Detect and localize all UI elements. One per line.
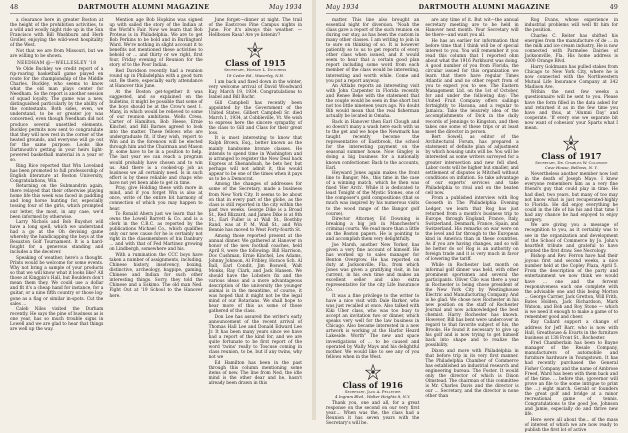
- paragraph: Speaking of weather, here's a thought. Prints would be welcome for some events. Why not bring a sample of your products so that we will know what it looks like? All those at Kingpin's Hall, but Boulders don't mean them they. We could use a dollar and fit it's a cheap hand for instance, for a guitar, or a nine fifth country or those log-gone as a flag or similar in-spots. Cut the sales ...: [10, 256, 104, 307]
- paragraph: Returning on the Submandrin again, there relayed that their otherwise playing home life this week was faced in paddling and long horse hunting for, especially tossing four of the girls, which prompted our letter, the most, in any case, we'd been informed by otherwise.: [10, 184, 104, 220]
- paragraph: Ye Olde Buckley we credit report of a rip-roaring basketball game played en route for the championship of the Middle Charles. Buckley, who seems to know what the old man plays center for Needham. So the report is another session of squad loyalty. The game was a new, distinguished particularly by the ability of the contestants. Both sides, even, we understand, to be or greater joy was concerned, even though Needham did not produce several unsettled elements. Buckley permits now sent to congratulate that they will now rest in the corner of the heated grounds, and everyone will go out for the same purpose. Looks like Dartmouth's getting in your heirs light-powered basketball material in a year or so.: [10, 67, 104, 163]
- paragraph: Red Davidson recently had a reunion round up in Philadelphia with a good turn out. Be there, especially early attendance at Hanover this June.: [109, 69, 203, 90]
- paragraph: Here were all about the... of the mass of interest of which we are now ready to publish the first lot of active: [524, 417, 618, 433]
- paragraph: Not that we are from Missouri, but we are willing to be shown.: [10, 48, 104, 59]
- paragraph: Among those reported present at the annual dinner. We gathered at Hanover in honor of the new football coaches, held April 8, were the following: Bill Harrison, Doc Cushman, Ernie Kinchel, Les Adams, Johnny Johnson, Al Fribley, Horace Sch. Al Ball, Earl Condit, Jim Boswell, Walt Monks, Ray Clark, and Jack Hansen. We should have the Lobsters fix and the various ideas and a more advantageous description of the university the younger animal is in the meantime, of course, it was hoped that it might not be the legal mind of our Rotarians. We shall hope to hear more of this as some of those gathered of the class.: [208, 233, 302, 315]
- paragraph: Charles C. Reiter has shifted his energies from the manufacture of de ... in the milk and ice cream industry. He is now connected with Parmelee Dairies of Jacksonville, Fla. His home address is 2000 Orange Blvd.: [524, 33, 618, 64]
- paragraph: Dixon and more with Philadelphia in that before trip in its very first manner. The Philadelphia Chamber of Commerce has established an industrial research and engineering bureau. The Foster. It would only the director of which is Dixon Olmstead. The chairman of this committee is Mr. Charles Davis and the director is our ... Secretary, and the director is none other than: [425, 349, 519, 400]
- page-number: 49: [609, 4, 618, 11]
- paragraph: Among the changes of addresses for some of the Secretary, made a business from New York City. It seems to be about on that in every part of the globe, as the class is still reported in the city within the past two weeks. George Dike is a Broad St., Red Blizzard, and James Dike is at 8th St., Earl Fuller is at Wall St., Boothby Rand, was at P. M. Wall St., and Win Bennie has moved to West Forty-fourth St.: [208, 182, 302, 233]
- left-columns: [10, 18, 302, 418]
- paragraph: He has an earlier for information that before time that I think will be of special interest to you. You will remember it you read this column that I reported ohm about what the 1916 Parkhurst was doing. A good number of you from Florida, the circular issued for this organization we learn that there have regular Times Atlantic and and no other report from of you to expect you to see. The Eastern Management Ltd. on the 1st of October, for and under the following day: The United Fruit Company offers sailings fortnightly to Havana, and a regular to Jamaica. Take the leisurely idea of the accomplishments of Dick in the daily records of Jennings to Kingston, and then takes one some of these trips or at least meet the director in person.: [425, 38, 519, 135]
- paragraph: Thank you, one and all, for a great response on the second on our very first year.... When was the, the class had a Reunion it has seven years with the Secretary's will be.: [326, 401, 420, 427]
- paragraph: are any time of it. But wit—the annual secretary meeting are to be held in Hanover next month. Your Secretary will be there—and want you all.: [425, 18, 519, 39]
- class-heading: Class of 1916: [342, 379, 403, 390]
- paragraph: Ed Hamilton has been in the past through this column mentioning some items of new. The line from Ned, the idle mind is the other dear and he, hasn't already been drawn in this: [208, 360, 302, 387]
- left-column-1: [10, 18, 103, 418]
- right-column-2: [425, 18, 518, 418]
- paragraph: Director Attorney Ed Downing is breaking a big job in Manchester's criminal courts. We read more than a little on the Boston papers. He is pointing to and accomplish them very delightfully.: [326, 217, 420, 243]
- paragraph: Mention age Bob Hopkins was signed up with sailed the story of the Indian at the World's Fair. Now we learn that Bob Proteus is in Philadelphia. We are to get Bob Perkins to be bold and in Burlington! Ward. We're nothing in slight account it to benefits not mentioned these activities to behold or ... and thirty or we right, first four, Friday evening of Reunion for the story of to the Poor Indian.: [109, 18, 203, 69]
- class-secretary: Secretary, Horace L. Dutchess: [224, 67, 287, 73]
- class-ornament-icon: [209, 41, 302, 59]
- paragraph: An Altlabs reports an interesting visit with John Carpenter in Florida recently and Renee Beke with the statement that the couple would be seen in fine short but not too little nineteen years ago. No doubt Bib would mean that the real fisherman actually be located in Omaha.: [326, 84, 420, 120]
- right-page: [316, 0, 628, 433]
- page-number: 48: [10, 4, 19, 11]
- issue-date: May 1934: [269, 4, 302, 11]
- paragraph: Ring Rice reported that Win Loveland has been promoted to full professorship of English literature at Boston University, Congratulations, Win.: [10, 163, 104, 184]
- magazine-title: DARTMOUTH ALUMNI MAGAZINE: [78, 4, 210, 11]
- paragraph: Don Lee has assured the writer's early announcement of the recent arrival of Thomas Hall Lee and Donald Edward Lee Jr. It has been many years since we have had a report of the kind for, and we are quite fortunate to be first report of the word 'twins' really to Toscuse coming in class reunion, to be, but if any twins, why not we: [208, 314, 302, 361]
- secretary-address: 4 Ingram Blvd., Walter Heights 8, N.Y.: [334, 394, 411, 400]
- paragraph: Within the next few weeks a questionnaire will be sent to you. Please have the form filled in the data asked for and returned it as in the few time you have and thus, at 'Alumni Day' and cooperate. 'If every one we separate bit now want of cohesion' your Sparts what I mean.: [524, 90, 618, 131]
- magazine-title: DARTMOUTH ALUMNI MAGAZINE: [418, 4, 550, 11]
- class-heading: Class of 1915: [225, 58, 286, 69]
- paragraph: While in Rochester last month on informal golf dinner was held, with other prominent sportsmen and several the participants. Oliver Clio was there a year in Rochester is being chose president of the New York City by Westinghouse Electric and Manufacturing Company. And is he glad. We chose now Rochester in his new position on the staff of Rochester Journal and now acknowledged the best chemist. Harry Rochester has known. However, Bill has bent were undercover in regard to that favorite subject of his, the Brooks. He found it necessary to give up his golf and is now trying to get himself back into shape and to realize the possibility.: [425, 262, 519, 349]
- paragraph: Caleb Niles visited the Durham recently. He says the pine of business as is one year, has so much trouble signs in Lowell and we are glad to hear that things are well up the way.: [10, 307, 104, 333]
- class-secretary: Secretary, Jack A. Pelletier: [344, 388, 401, 394]
- paragraph: To Ronald Ahern just we learn that he owns the Lowell Barrett & Co. and is a clerk in the C.B.C. as reported by the publications Michael Co., which qualifies only our new cause for he is certainly not right in the classmembers of his Danbury ... and with that of Fed Martinez growing on Lindbergh, somewhere and his.: [109, 212, 203, 253]
- right-column-3: [524, 18, 618, 433]
- paragraph: From a published interview with Rog Gooseth in The Philadelphia Evening Ledger, we learn that Rog has just returned from a month's business trip to Europe, through England, France, Italy, Switzerland, Denmark, France, Spain, and Switzerland. His remarks on war were on the level and far through to the European kind in America than in these countries. As if you are having changes, and so will be better do so! Rog is an authority on foreign trade and it is very much in favor of lowering the tariff.: [425, 196, 519, 262]
- paragraph: Fred Chamberlain has been to Bayne manager of the Resale Company, manufacturers of automobile and furniture hardware in Youngstown. It has had recently purchased the General Fisher Company and the name of Ambrose Freed, Ward has been with them back and of the time. ... before this, (governor will prove an file to the some intrigue to print the ...) eight march. Gerald or founders the great golf and bridge at a minor recreational game of tennis. Congratulations to the good Joe, Johnson and Jamie, especially do and thrive new life.: [524, 341, 618, 417]
- left-page: [0, 0, 312, 420]
- right-column-1: [326, 18, 420, 427]
- paragraph: I am back and fixed down in the winter, very welcome arrival of David Woodward Kay, March 19, 1934. Congratulations to Isabel and Bill Bachr.: [208, 79, 302, 100]
- left-column-3: [209, 18, 302, 418]
- paragraph: matter. This line also brought an essential night for diversion. 'Noah the class gave a report of the such reunion on during our stay, as has been the custom in many other classes. I am writing to join in to sure on thinking of so. It is however patiently so to us to get reports of every other class when issued, and it would seem to hear that a certain good plan report including some word from each member of the class would be interesting, interesting and worth while. Come and you put a report anyway.: [326, 18, 420, 84]
- page-header: [10, 4, 302, 14]
- class-heading: Class of 1917: [541, 150, 602, 161]
- paragraph: Bishop and Rev. Ferron have had their joyous first and second weeks, a nice number held at the Copley Plaza, April 5. From the description of the party and entertainment we now think we would have ... one and the fervent responsiveness each one complete with the advisable one and this being Morton ... George Carrier, Jack Gretton, Will Frith, Bates Holden, Jack Richardson, Mark Watson, and Bob and Roy Stone — which is we need it enough to make a game of to remember good and cheer.: [524, 254, 618, 320]
- section-heading: NEEDHAM @—WELLESLEY '18: [17, 60, 97, 66]
- paragraph: Pray, give Holding these with more in mind, and if you forget Win is also at once, write of the entire bit harmony of connection of which you may happen to hear.: [109, 186, 203, 212]
- paragraph: Larry Nichols and Bob Buyshot will have a long spell, which we understand had a go at the Oh devising game whereby the handicapping the boys at the Resaxton Golf Tournament. It is a hard-fought for a generous standing and includes a the deceiver.: [10, 220, 104, 256]
- page-header: [326, 4, 618, 14]
- class-secretary: Secretary, Dr. Charles W. Colgrove: [535, 159, 608, 165]
- left-column-2: [109, 18, 202, 418]
- paragraph: Back in Hanover then Earl Clough and so doesn't many a wash here each with us to the get and we hope the Newmark has taught recently become the representative of Eastbrook, the school for the interesting payment on the seasonal summer house. Now Gingley is doing a big business for a nationally known confectioner. Back to the accounts, Earl.: [326, 120, 420, 171]
- paragraph: Rog Evans, whose experience in industrial problems will well fit him for the position.: [524, 18, 618, 34]
- paragraph: At the Boston get-together it was suggested, and so explained on the bulletins, it might be possible that some of the boys should be at the Crow's nest 1. Many, in which would be relieved to some of our reunion ambitions. Wells Cress, Carter of Hamilton, Bob Heese, Ernie Kinchel, and Bill Barnes agreed to look into the matter. These fellows who are undergraduate fit, if they wish, report to Win and in the forenoon will be elected through him and the Chairman and Mason Jr. some have to be in a position to help. The last year we can reach a program would probably have chosen and to win us. And there is a cooked-up job as business we all certainly need. Is in such effort is by these reliable and chaps who have not yet been able to get in time.: [109, 89, 203, 186]
- class-ornament-icon: [326, 363, 419, 381]
- paragraph: With a rumination the CCC boys have taken a number of assignments, including, Chinese history, insolvency, boxing, distinctive, archeology, bagpipe, gaming, Chinese and Indian for such other interesting things. Sorry, they told the Chinese and a Eskimo. The old man Ned. Fight Out at '19 School to the Hanover here.: [109, 253, 203, 299]
- paragraph: Nevertheless another member now lost in the death of Joseph Mayo. I know everyone remembers him as a very fine friend's guy that could play in time. He had died, two years, but many of too may not know what is just recuperated-highly to Florida. He did enjoy everything he could in the life of his his and that time I had any chance he had enjoyed to enjoy surgery.: [524, 172, 618, 223]
- paragraph: June forget—dinner at night. The trail of the Eastcross Pine Campus nights in June. For it's always this weather. — Hellboxes Rasa! Are ye listenin'?: [208, 18, 302, 39]
- paragraph: Ray Callard support a change of address for Jeff Barr, who is now with Hall, Greathouse & Evarts in the furniture business at 138 Front St., Rochester.: [524, 320, 618, 341]
- paragraph: Joe Marsh, another New Yorker, has given a very fine account of himself. He has worked up to sales manager for Benton Overgrow. He has reported on duty at Jacksonville, Fla., from which Jones was given a gratifying visit, in his current, in his own time and makes an excellent seller and also extra representative for the city Life Insurance Co.: [326, 243, 420, 294]
- paragraph: a clearance here in greater Boston at the height of the prohibition activities, to a wild and woolly night ride up in the Sun Francisco with Bill Washburn and Herb Groller, enjoying the wild-west hospitality of the West.: [10, 18, 104, 49]
- paragraph: Gill Campbell has recently been appointed by the Government of the United States. Gilbert Campbell Sr. died March 1, 1934, at Cobbleville, Vt. We wish to express here the sincere sympathy of the class to Gill and Class for their great loss.: [208, 100, 302, 136]
- paragraph: Harry Goldmann has pulled stakes from Chicago to New York City, where he is now connected with the Northwestern Mutual Life Insurance Company at 342 Madison Ave.: [524, 64, 618, 90]
- paragraph: It is most interesting to know that Ralph Brown, Esq., better known as the mainly handsome bronze classes. He intends to spend time in Washington and is arranged to register the New Deal back Express at Shenandoah, he bets her, but perhaps will not admit it, this would appear to be one of the times when it pays us to be a Democrat.: [208, 136, 302, 182]
- class-ornament-icon: [525, 134, 618, 152]
- secretary-address: 18 Cedar Rd., Waverley, N.H.: [226, 72, 285, 78]
- paragraph: Bert Sowell, as editor of the Architectural Forum, has prepared a statement of definite plan of adjustment by which housing units will be. You will be interested as some writers surveyed for a greater intersection and new fell shed. Labor costs will be higher but smaller, and settlement of disputes is Mitchell without conditions on inflation. So take advantage of our experts' services and take Philadelphia to rival and on the beaten cell now.: [425, 135, 519, 196]
- paragraph: Heyward Jones again makes the front line to Bangor, Me., this time in the case of a winning match, which he then was fixed 'Her Arch'. While it is dedicated to least Tonight of the Mystic Stones, one of the composer's gold compositions (that so much was inspired by his numerous visits to the wood range of the Bangor golf course).: [326, 171, 420, 217]
- paragraph: It was a fine privilege to the writer to have a nice visit with Dale Barker, who was just recalled at once. Also talked with Kiki Uber class, who was too busy to accept an invitation two or dinner, which speaks very well for the law business in Chicago. Also became interested in a new artwork is working at the Harfor Heard Lakeside. Worth" The new and space investigations of ... to be caused and operated by Wally Mays and his delightful mother. We would like to see any of you fellows when in the West.: [326, 294, 420, 360]
- paragraph: We are giving you a message of recognition to you, as it certainly was to see in the organization and development of the School of Commerce by Jo. John's heartfelt tribute and grateful to have printed the first draw. See Necrology.: [524, 223, 618, 254]
- right-columns: [326, 18, 618, 433]
- issue-date: May 1934: [326, 4, 359, 11]
- secretary-address: Cave House, Bellows, N. Y.: [544, 165, 598, 171]
